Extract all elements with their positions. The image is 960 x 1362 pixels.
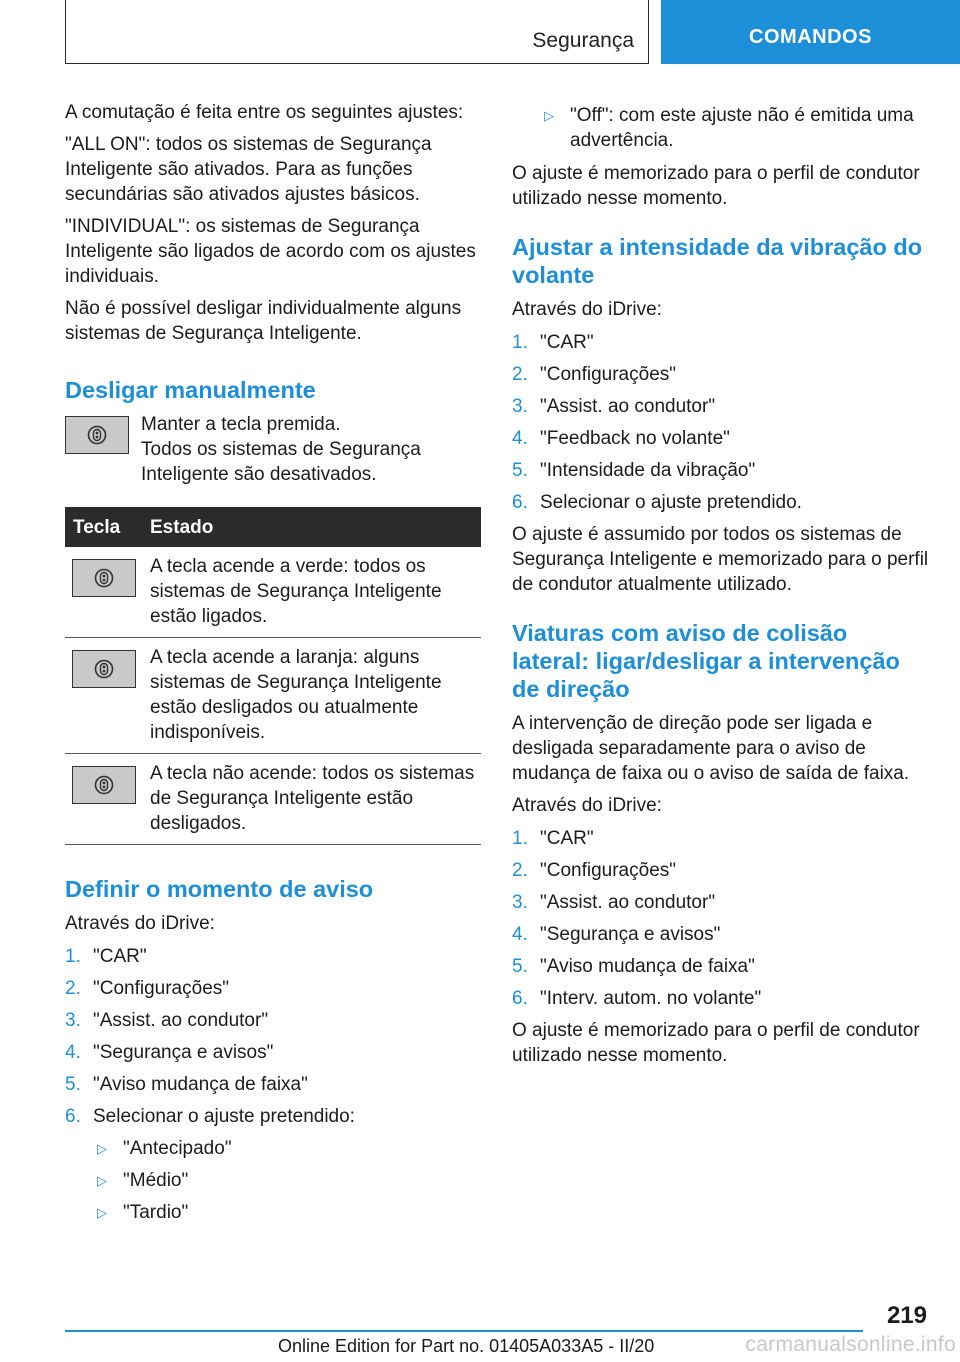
list-item: [512, 330, 930, 355]
list-item: [512, 890, 930, 915]
state-text: A tecla não acende: todos os sistemas de Segurança Inteligente estão desligados.: [142, 754, 481, 845]
list-item: [65, 1040, 481, 1065]
step-number: 3.: [512, 396, 528, 417]
step-number: 4.: [65, 1042, 81, 1063]
lateral-steps: [512, 826, 930, 1011]
state-text: A tecla acende a verde: todos os sistemas de Segurança Inteligente estão ligados.: [142, 547, 481, 638]
step-number: 5.: [512, 460, 528, 481]
step-text: "CAR": [93, 946, 147, 967]
state-table-header: [65, 507, 481, 547]
lateral-heading: Viaturas com aviso de colisão lateral: ligar/desligar a intervenção de direção: [512, 620, 900, 702]
header-section-title: Segurança: [532, 29, 634, 52]
warning-time-heading: Definir o momento de aviso: [65, 876, 374, 902]
list-item: [93, 1200, 481, 1225]
warning-time-options: [93, 1136, 481, 1225]
list-item: [512, 426, 930, 451]
step-text: "Segurança e avisos": [93, 1042, 274, 1063]
state-text: A tecla acende a laranja: alguns sistemas de Segurança Inteligente estão desligados ou atualmente indisponíveis.: [142, 638, 481, 754]
step-number: 4.: [512, 428, 528, 449]
list-item: [65, 944, 481, 969]
step-text: "Configurações": [540, 860, 677, 881]
triangle-bullet-icon: ▷: [97, 1205, 107, 1220]
option-text: "Tardio": [123, 1202, 189, 1223]
warning-time-via: Através do iDrive:: [65, 913, 215, 934]
step-text: "CAR": [540, 332, 594, 353]
state-table-col-key: Tecla: [65, 507, 142, 547]
list-item: [512, 826, 930, 851]
step-text: "Interv. autom. no volante": [540, 988, 762, 1009]
list-item: [540, 103, 930, 153]
left-column: [65, 100, 481, 1232]
state-table-col-state: Estado: [142, 507, 481, 547]
list-item: [65, 1104, 481, 1129]
step-number: 5.: [65, 1074, 81, 1095]
manual-text-1: Manter a tecla premida.: [141, 414, 341, 435]
manual-heading: Desligar manualmente: [65, 377, 316, 403]
stored-text: O ajuste é memorizado para o perfil de condutor utilizado nesse momento.: [512, 163, 920, 209]
safety-button-icon: [72, 766, 136, 804]
vibration-after-text: O ajuste é assumido por todos os sistemas de Segurança Inteligente e memorizado para o perfil de condutor atualmente utilizado.: [512, 524, 929, 595]
list-item: [512, 922, 930, 947]
lateral-intro: A intervenção de direção pode ser ligada e desligada separadamente para o aviso de mudança de faixa ou o aviso de saída de faixa.: [512, 713, 910, 784]
vibration-heading: Ajustar a intensidade da vibração do volante: [512, 234, 923, 288]
triangle-bullet-icon: ▷: [97, 1141, 107, 1156]
warning-time-steps: [65, 944, 481, 1129]
manual-text-2: Todos os sistemas de Segurança Inteligente são desativados.: [141, 439, 421, 485]
step-number: 1.: [512, 332, 528, 353]
individual-text: "INDIVIDUAL": os sistemas de Segurança Inteligente são ligados de acordo com os ajustes individuais.: [65, 216, 476, 287]
step-number: 3.: [512, 892, 528, 913]
step-text: "Intensidade da vibração": [540, 460, 756, 481]
step-number: 1.: [65, 946, 81, 967]
safety-button-icon: [65, 416, 129, 454]
watermark: carmanualsonline.info: [745, 1333, 956, 1356]
step-text: "Configurações": [93, 978, 230, 999]
intro-text: A comutação é feita entre os seguintes ajustes:: [65, 102, 464, 123]
step-number: 6.: [512, 988, 528, 1009]
header-section-box: [65, 0, 649, 64]
step-text: "Segurança e avisos": [540, 924, 721, 945]
list-item: [512, 458, 930, 483]
step-number: 2.: [512, 860, 528, 881]
manual-key-row: [65, 412, 481, 460]
step-number: 6.: [65, 1106, 81, 1127]
step-text: "Assist. ao condutor": [540, 892, 716, 913]
step-number: 2.: [65, 978, 81, 999]
page-number: 219: [886, 1302, 927, 1329]
safety-button-icon: [72, 650, 136, 688]
triangle-bullet-icon: ▷: [97, 1173, 107, 1188]
step-text: "Aviso mudança de faixa": [540, 956, 755, 977]
list-item: [512, 986, 930, 1011]
all-on-text: "ALL ON": todos os sistemas de Segurança Inteligente são ativados. Para as funções secundárias são ativados ajustes básicos.: [65, 134, 432, 205]
step-number: 6.: [512, 492, 528, 513]
step-text: Selecionar o ajuste pretendido.: [540, 492, 802, 513]
list-item: [512, 394, 930, 419]
step-number: 3.: [65, 1010, 81, 1031]
step-text: "Configurações": [540, 364, 677, 385]
step-text: "CAR": [540, 828, 594, 849]
list-item: [512, 954, 930, 979]
off-option-list: [540, 103, 930, 153]
step-number: 5.: [512, 956, 528, 977]
list-item: [512, 490, 930, 515]
vibration-via: Através do iDrive:: [512, 299, 662, 320]
list-item: [93, 1136, 481, 1161]
list-item: [512, 858, 930, 883]
lateral-after-text: O ajuste é memorizado para o perfil de condutor utilizado nesse momento.: [512, 1020, 920, 1066]
list-item: [512, 362, 930, 387]
step-text: "Assist. ao condutor": [93, 1010, 269, 1031]
table-row: [65, 754, 481, 845]
triangle-bullet-icon: ▷: [544, 108, 554, 123]
list-item: [65, 976, 481, 1001]
safety-button-icon: [72, 559, 136, 597]
footer-edition: Online Edition for Part no. 01405A033A5 - II/20: [278, 1336, 655, 1356]
right-column: [512, 103, 930, 1075]
header-chapter-tab: COMANDOS: [661, 0, 960, 64]
table-row: [65, 638, 481, 754]
lateral-via: Através do iDrive:: [512, 795, 662, 816]
option-text: "Off": com este ajuste não é emitida uma advertência.: [570, 105, 914, 151]
step-number: 1.: [512, 828, 528, 849]
table-row: [65, 547, 481, 638]
step-number: 2.: [512, 364, 528, 385]
not-possible-text: Não é possível desligar individualmente alguns sistemas de Segurança Inteligente.: [65, 298, 462, 344]
state-table: [65, 507, 481, 845]
list-item: [65, 1008, 481, 1033]
footer-rule: [65, 1330, 863, 1332]
step-text: "Assist. ao condutor": [540, 396, 716, 417]
vibration-steps: [512, 330, 930, 515]
step-text: "Feedback no volante": [540, 428, 730, 449]
option-text: "Médio": [123, 1170, 189, 1191]
step-number: 4.: [512, 924, 528, 945]
step-text: "Aviso mudança de faixa": [93, 1074, 308, 1095]
list-item: [65, 1072, 481, 1097]
list-item: [93, 1168, 481, 1193]
step-text: Selecionar o ajuste pretendido:: [93, 1106, 355, 1127]
option-text: "Antecipado": [123, 1138, 232, 1159]
